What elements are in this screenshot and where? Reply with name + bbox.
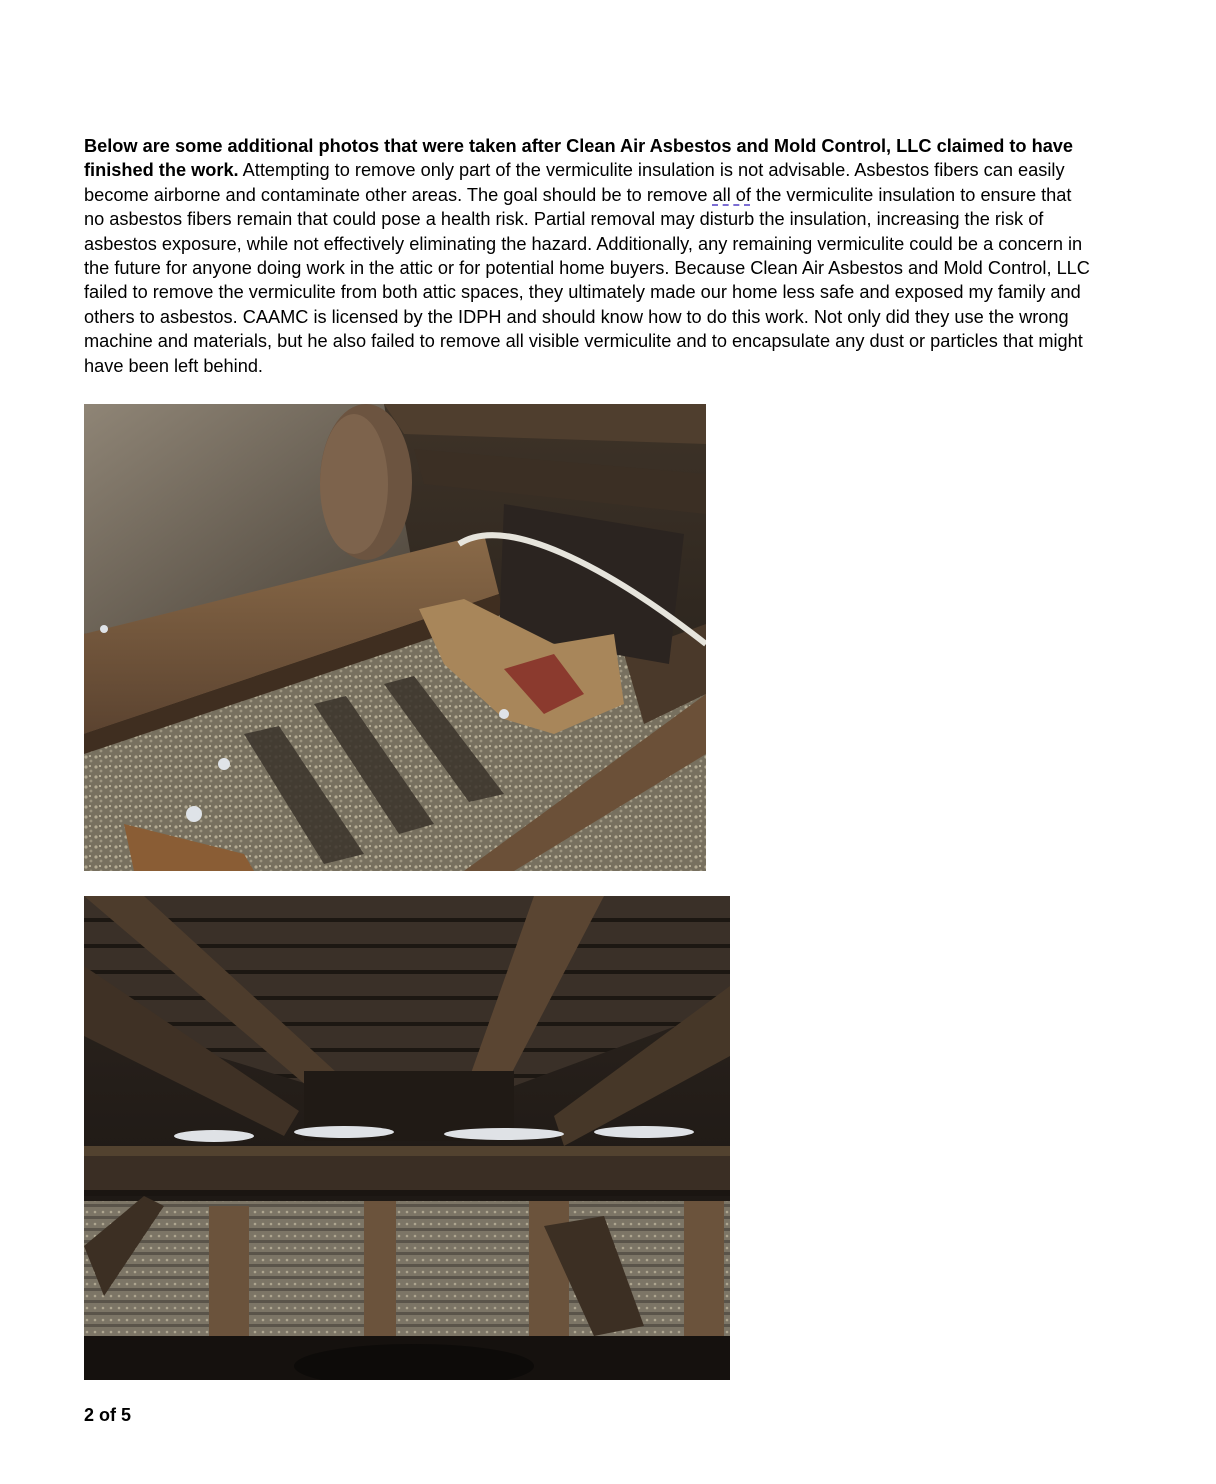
attic-photo-2-illustration [84,896,730,1380]
bold-lead-sentence: Below are some additional photos that were taken after Clean Air Asbestos and Mold Control, LLC claimed to have finished the work. [84,136,1074,181]
attic-photo-1-illustration [84,404,706,871]
attic-photo-1 [84,404,706,871]
body-paragraph [84,134,1094,378]
paragraph-text-part-2: the vermiculite insulation to ensure that no asbestos fibers remain that could pose a health risk. Partial removal may disturb the insulation, increasing the risk of asbestos exposure, while not effectively eliminating the hazard. Additionally, any remaining vermiculite could be a concern in the future for anyone doing work in the attic or for potential home buyers. Because Clean Air Asbestos and Mold Control, LLC failed to remove the vermiculite from both attic spaces, they ultimately made our home less safe and exposed my family and others to asbestos. CAAMC is licensed by the IDPH and should know how to do this work. Not only did they use the wrong machine and materials, but he also failed to remove all visible vermiculite and to encapsulate any dust or particles that might have been left behind. [84,184,1090,376]
attic-photo-2 [84,896,730,1380]
paragraph-text-part-1: Attempting to remove only part of the vermiculite insulation is not advisable. Asbestos fibers can easily become airborne and contaminate other areas. The goal should be to remove [84,160,1065,205]
grammar-flagged-phrase[interactable]: all of [712,184,751,205]
page-number: 2 of 5 [84,1405,132,1425]
